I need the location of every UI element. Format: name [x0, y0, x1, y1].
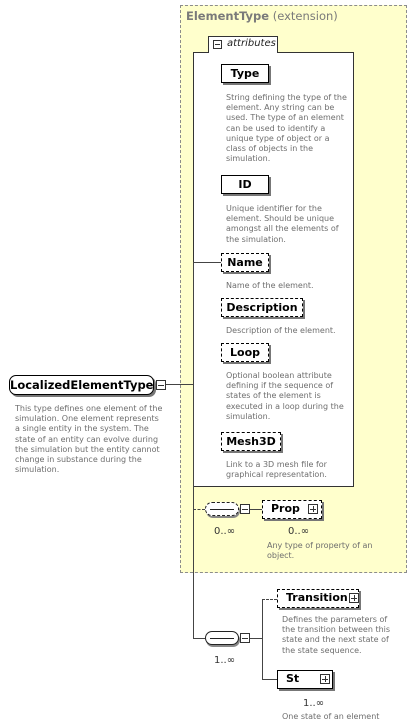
state-desc: One state of an element	[282, 712, 380, 721]
connector-line	[262, 599, 263, 679]
transition-desc: Defines the parameters of the transition between this state and the next state of the state sequence.	[282, 615, 391, 655]
connector-line	[193, 262, 194, 638]
sequence-compositor-icon[interactable]	[205, 631, 239, 645]
extension-suffix: (extension)	[272, 9, 338, 23]
connector-line	[193, 638, 205, 639]
prop-desc: Any type of property of an object.	[267, 541, 373, 561]
attribute-id-desc: Unique identifier for the element. Should be unique amongst all the elements of the simulation.	[226, 204, 339, 244]
connector-line	[193, 262, 221, 263]
connector-line	[166, 384, 193, 385]
attribute-loop[interactable]: Loop	[221, 343, 269, 362]
attribute-description[interactable]: Description	[221, 298, 303, 317]
collapse-icon[interactable]	[240, 633, 250, 643]
collapse-icon[interactable]	[213, 40, 222, 49]
collapse-icon[interactable]	[240, 504, 250, 514]
attributes-tab[interactable]	[208, 36, 278, 53]
connector-line	[262, 599, 277, 600]
prop-cardinality: 0..∞	[288, 526, 310, 537]
element-transition[interactable]	[277, 589, 359, 608]
root-element[interactable]: LocalizedElementType	[9, 375, 154, 395]
attribute-mesh3d[interactable]: Mesh3D	[221, 432, 281, 451]
attribute-type-desc: String defining the type of the element. Any string can be used. The type of an element can be used to identify a unique type of object or a class of objects in the simulation.	[226, 93, 347, 164]
state-sequence-cardinality: 1..∞	[214, 655, 236, 666]
state-cardinality: 1..∞	[303, 698, 325, 709]
extension-title	[186, 9, 338, 23]
attribute-description-desc: Description of the element.	[226, 326, 336, 335]
attribute-mesh3d-desc: Link to a 3D mesh file for graphical representation.	[226, 460, 327, 480]
expand-icon[interactable]	[308, 504, 318, 514]
connector-line	[262, 679, 277, 680]
extension-type-name: ElementType	[186, 9, 270, 23]
expand-icon[interactable]	[320, 674, 330, 684]
attribute-name-desc: Name of the element.	[226, 281, 314, 290]
sequence-compositor-icon[interactable]	[205, 502, 239, 516]
element-state-label: St	[286, 672, 300, 685]
collapse-icon[interactable]	[156, 380, 166, 390]
connector-line	[193, 509, 205, 510]
connector-line	[250, 509, 262, 510]
attributes-label: attributes	[227, 38, 276, 49]
element-transition-label: Transition	[286, 591, 348, 604]
root-element-desc: This type defines one element of the simulation. One element represents a single entity in the system. The state of an entity can evolve during the simulation but the entity cannot change in substance during the simulation.	[15, 404, 163, 475]
attribute-type[interactable]: Type	[221, 64, 269, 83]
element-prop-label: Prop	[271, 502, 300, 515]
attribute-name[interactable]: Name	[221, 253, 269, 272]
prop-sequence-cardinality: 0..∞	[214, 526, 236, 537]
expand-icon[interactable]	[349, 593, 359, 603]
attribute-id[interactable]: ID	[221, 175, 269, 194]
attribute-loop-desc: Optional boolean attribute defining if the sequence of states of the element is executed in a loop during the simulation.	[226, 371, 344, 421]
connector-line	[250, 638, 262, 639]
